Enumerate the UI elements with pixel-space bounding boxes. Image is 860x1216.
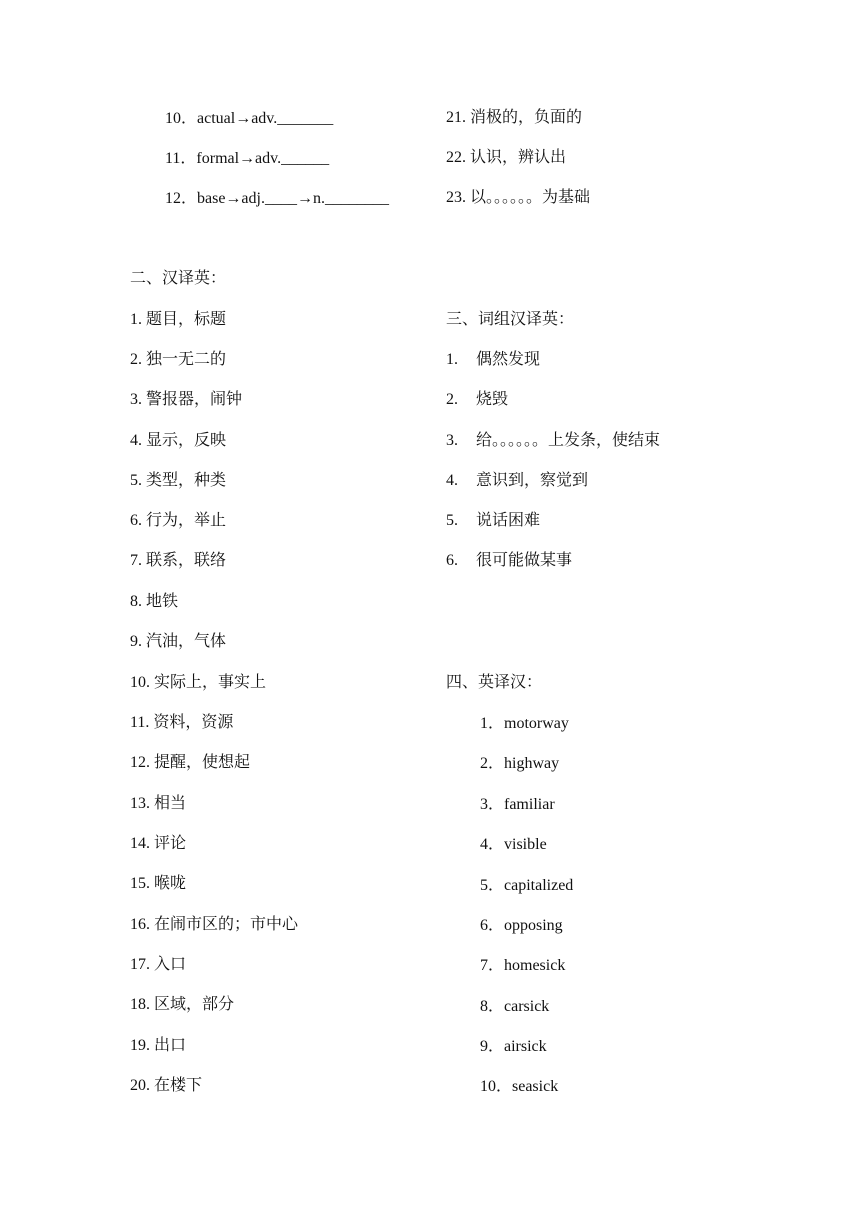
list-item: 21. 消极的，负面的 xyxy=(446,109,583,126)
list-item xyxy=(446,350,540,370)
list-item: 7．homesick xyxy=(480,957,566,974)
list-item: 11．formal→adv.______ xyxy=(165,150,330,167)
list-item: 4. 显示，反映 xyxy=(130,432,227,449)
list-item: 1. 题目，标题 xyxy=(130,311,227,328)
item-text: 意识到，察觉到 xyxy=(476,472,589,489)
item-text: 烧毁 xyxy=(476,391,509,408)
list-item: 12. 提醒，使想起 xyxy=(130,754,251,771)
section-heading: 二、汉译英： xyxy=(130,270,227,287)
list-item xyxy=(446,551,572,571)
list-item: 6. 行为，举止 xyxy=(130,512,227,529)
item-number: 2. xyxy=(446,391,458,408)
list-item: 15. 喉咙 xyxy=(130,875,187,892)
list-item: 17. 入口 xyxy=(130,956,187,973)
list-item: 11. 资料，资源 xyxy=(130,714,234,731)
item-text: 偶然发现 xyxy=(476,351,541,368)
list-item: 3. 警报器，闹钟 xyxy=(130,391,243,408)
item-number: 1. xyxy=(446,351,458,368)
list-item: 10．seasick xyxy=(480,1078,559,1095)
list-item: 8. 地铁 xyxy=(130,593,179,610)
item-number: 6. xyxy=(446,552,458,569)
item-text: 很可能做某事 xyxy=(476,552,573,569)
list-item: 20. 在楼下 xyxy=(130,1077,203,1094)
item-text: 说话困难 xyxy=(476,512,541,529)
list-item: 2. 独一无二的 xyxy=(130,351,227,368)
list-item: 9. 汽油，气体 xyxy=(130,633,227,650)
list-item: 8．carsick xyxy=(480,998,550,1015)
list-item: 12．base→adj.____→n.________ xyxy=(165,190,389,207)
list-item: 6．opposing xyxy=(480,917,563,934)
list-item: 10. 实际上，事实上 xyxy=(130,674,267,691)
list-item: 9．airsick xyxy=(480,1038,547,1055)
list-item: 5. 类型，种类 xyxy=(130,472,227,489)
list-item: 7. 联系，联络 xyxy=(130,552,227,569)
item-number: 4. xyxy=(446,472,458,489)
item-number: 3. xyxy=(446,432,458,449)
list-item: 22. 认识，辨认出 xyxy=(446,149,567,166)
list-item xyxy=(446,511,540,531)
list-item xyxy=(446,390,508,410)
list-item: 2．highway xyxy=(480,755,560,772)
list-item: 19. 出口 xyxy=(130,1037,187,1054)
section-heading: 四、英译汉： xyxy=(446,674,543,691)
list-item xyxy=(446,471,588,491)
list-item: 14. 评论 xyxy=(130,835,187,852)
list-item: 18. 区域，部分 xyxy=(130,996,235,1013)
list-item: 5．capitalized xyxy=(480,877,574,894)
item-text: 给。。。。。。上发条，使结束 xyxy=(476,432,661,449)
list-item xyxy=(446,431,660,451)
list-item: 10．actual→adv._______ xyxy=(165,110,334,127)
section-heading: 三、词组汉译英： xyxy=(446,311,575,328)
item-number: 5. xyxy=(446,512,458,529)
list-item: 13. 相当 xyxy=(130,795,187,812)
list-item: 4．visible xyxy=(480,836,547,853)
list-item: 23. 以。。。。。。为基础 xyxy=(446,189,591,206)
list-item: 1．motorway xyxy=(480,715,569,732)
list-item: 3．familiar xyxy=(480,796,555,813)
list-item: 16. 在闹市区的；市中心 xyxy=(130,916,299,933)
